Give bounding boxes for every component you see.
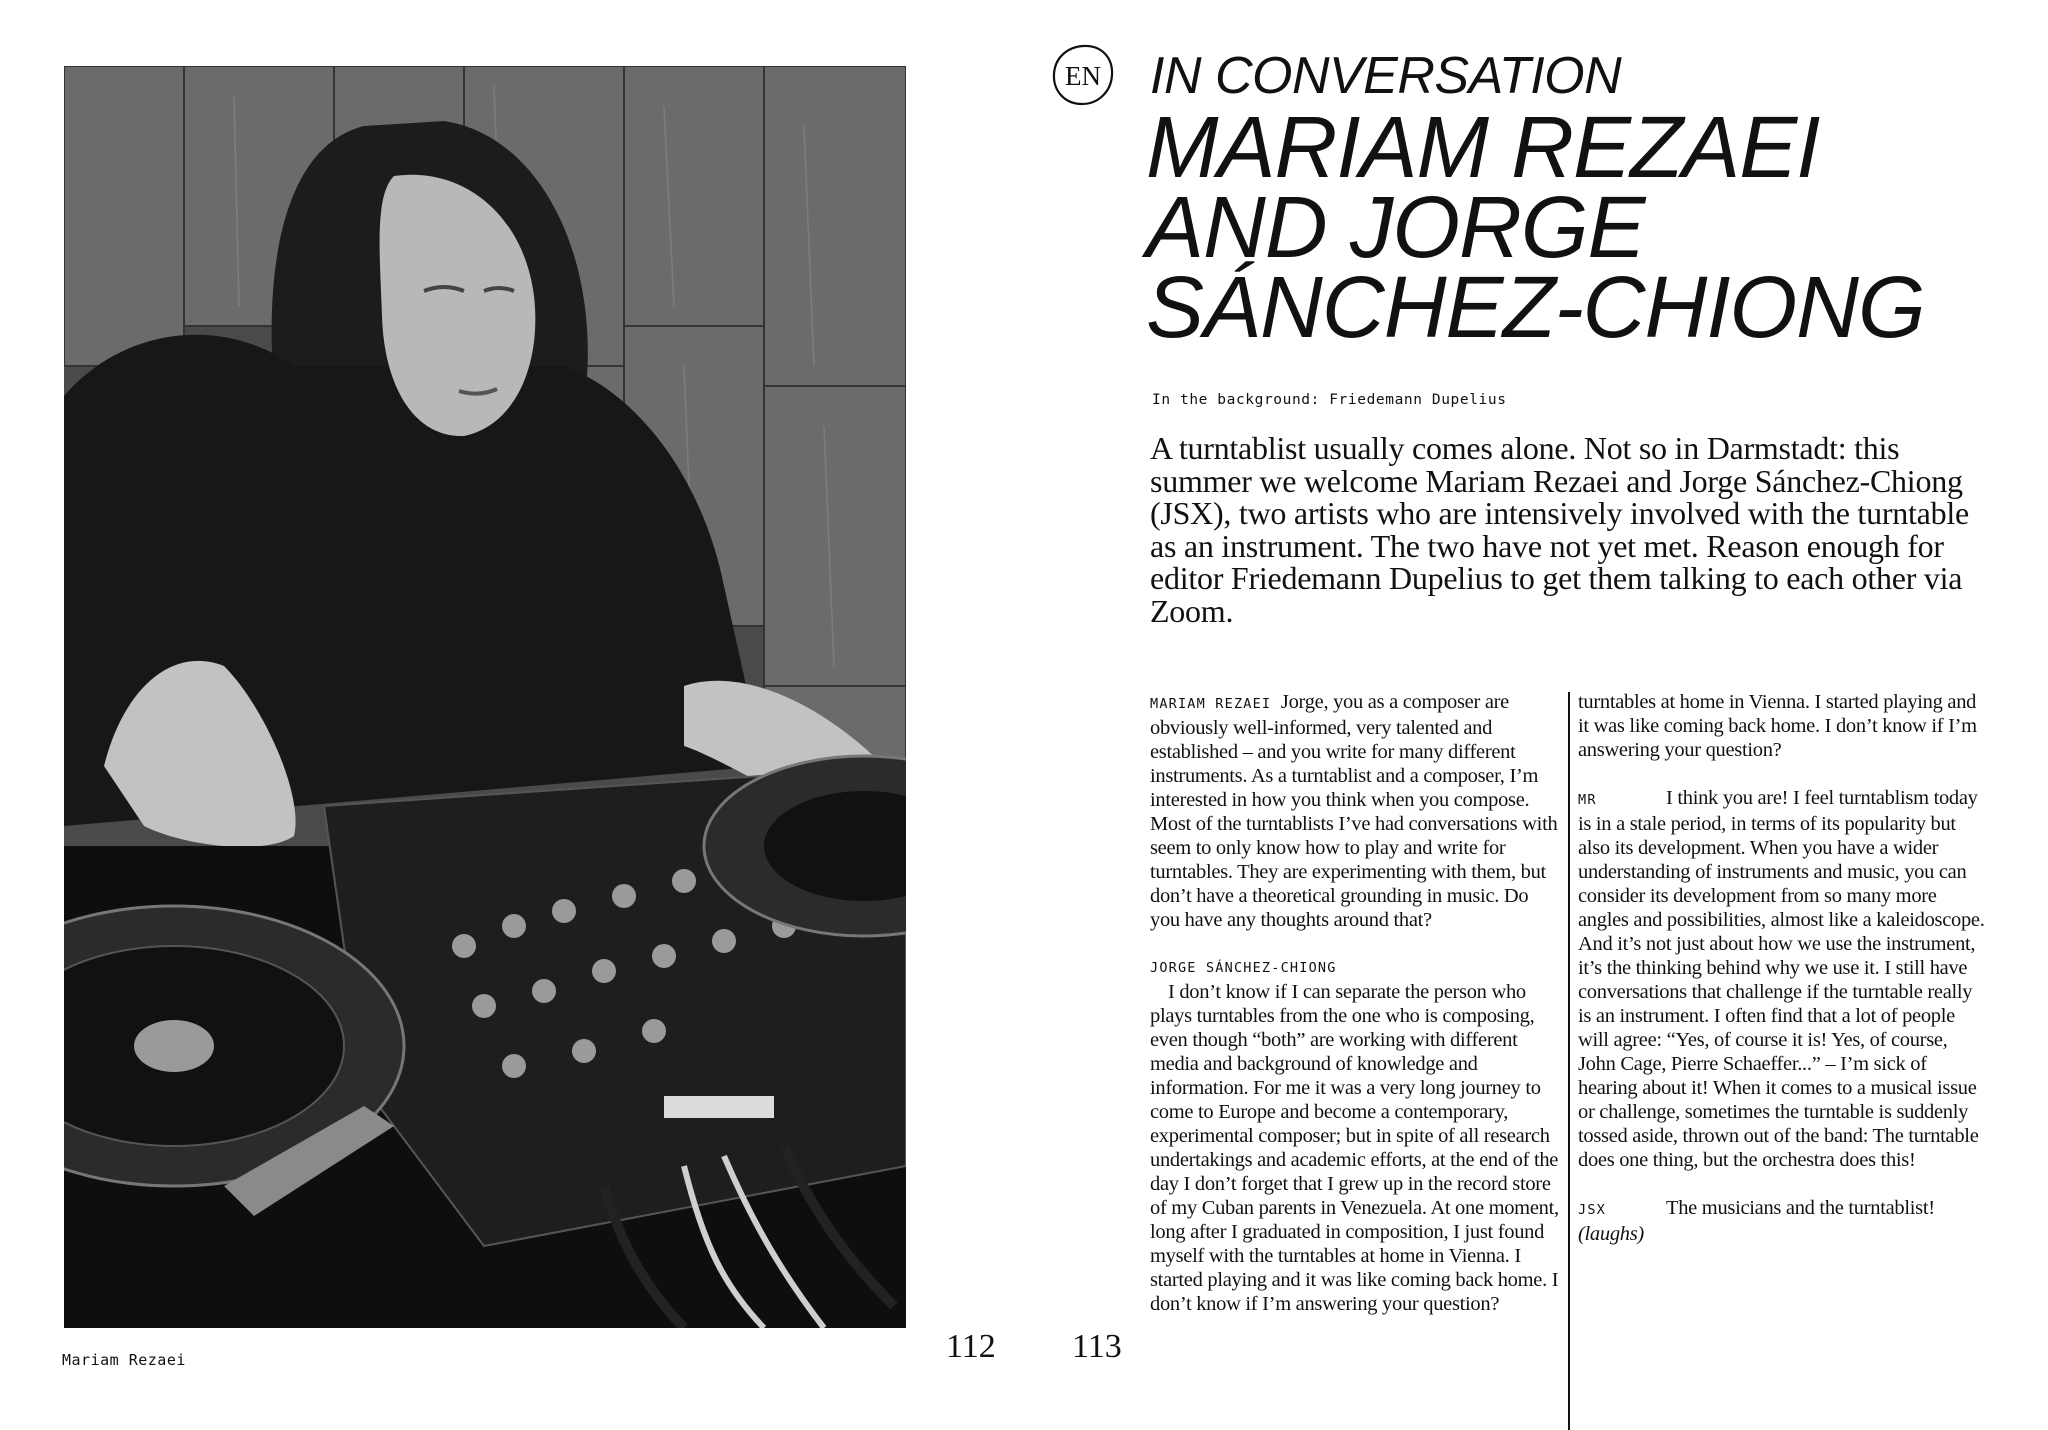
body-column-left [1150,690,1560,1340]
speaker-label: MARIAM REZAEI [1150,696,1272,712]
question-2-text: I think you are! I feel turntablism today is in a stale period, in terms of its popularity but also its development. When you have a wider understanding of instruments and music, you can consider its development from so many more angles and possibilities, almost like a kaleidoscope. And it’s not just about how we use the instrument, it’s the thinking behind why we use it. I still have conversations that challenge if the turntable really is an instrument. I often find that a lot of people will agree: “Yes, of course it is! Yes, of course, John Cage, Pierre Schaeffer...” – I’m sick of hearing about it! When it comes to a musical issue or challenge, sometimes the turntable is suddenly tossed aside, thrown out of the band: The turntable does one thing, but the orchestra does this! [1578,787,1985,1171]
section-kicker: IN CONVERSATION [1150,47,1622,105]
dj-photo [64,66,906,1328]
speaker-label: MR [1578,792,1597,808]
page-number-right: 113 [1072,1328,1122,1365]
answer-2 [1578,1196,1988,1246]
answer-1-continued: turntables at home in Vienna. I started playing and it was like coming back home. I don’t know if I’m answering your question? [1578,691,1977,761]
headline-line-1: MARIAM REZAEI [1146,99,1820,196]
question-2 [1578,786,1988,1172]
headline-line-2: AND JORGE [1146,179,1645,276]
column-divider [1568,692,1570,1430]
article-headline [1146,99,2026,356]
answer-2-text: The musicians and the turntablist! [1666,1197,1935,1219]
answer-1-text: I don’t know if I can separate the person who plays turntables from the one who is composing, even though “both” are working with different media and background of knowledge and information. For me it was a very long journey to come to Europe and become a contemporary, experimental composer; but in spite of all research undertakings and academic efforts, at the end of the day I don’t forget that I grew up in the record store of my Cuban parents in Venezuela. At one moment, long after I graduated in composition, I just found myself with the turntables at home in Vienna. I started playing and it was like coming back home. I don’t know if I’m answering your question? [1150,981,1559,1315]
language-badge-label: EN [1065,61,1101,91]
question-1-text: Jorge, you as a composer are obviously well-informed, very talented and established – and you write for many different instruments. As a turntablist and a composer, I’m interested in how you think when you compose. Most of the turntablists I’ve had conversations with seem to only know how to play and write for turntables. They are experimenting with them, but don’t have a theoretical grounding in music. Do you have any thoughts around that? [1150,691,1558,931]
speaker-label: JSX [1578,1202,1606,1218]
article-lead: A turntablist usually comes alone. Not so in Darmstadt: this summer we welcome Mariam Rezaei and Jorge Sánchez-Chiong (JSX), two artists who are intensively involved with the turntable as an instrument. The two have not yet met. Reason enough for editor Friedemann Dupelius to get them talking to each other via Zoom. [1150,430,1969,629]
answer-1-part-1 [1150,980,1560,1340]
speaker-label: JORGE SÁNCHEZ-CHIONG [1150,960,1337,976]
page-number-left: 112 [946,1328,996,1365]
photo-caption: Mariam Rezaei [62,1351,186,1369]
body-column-right [1578,690,1988,1270]
question-1 [1150,690,1560,932]
language-badge-icon [1050,42,1116,108]
answer-2-aside: (laughs) [1578,1223,1644,1245]
photo-credit: In the background: Friedemann Dupelius [1152,392,1507,408]
headline-line-3: SÁNCHEZ-CHIONG [1146,259,1925,356]
